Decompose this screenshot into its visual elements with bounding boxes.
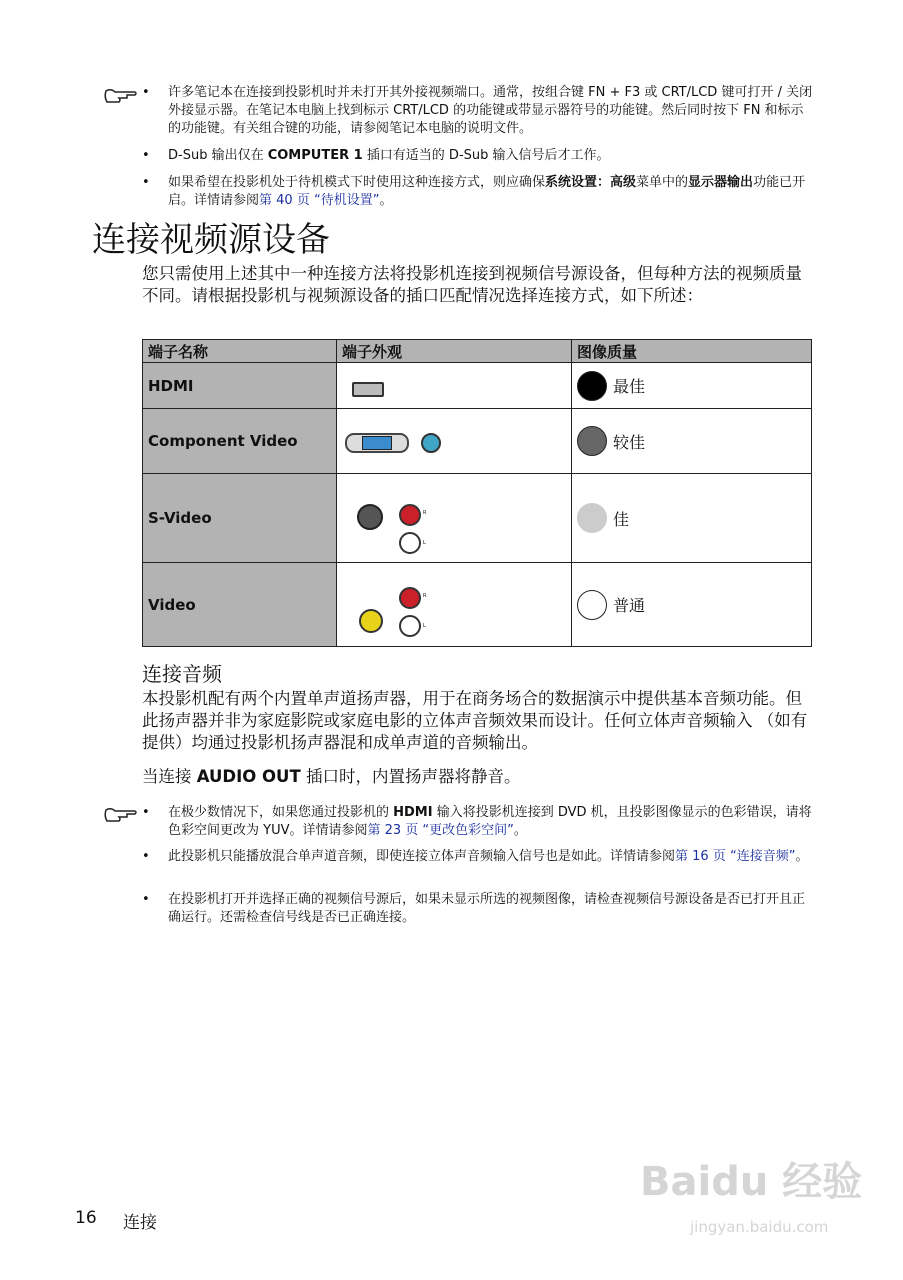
note-6: 在投影机打开并选择正确的视频信号源后，如果未显示所选的视频图像，请检查视频信号源设备是否已打开且正确运行。还需检查信号线是否已正确连接。 <box>168 892 806 925</box>
audio-paragraph: 本投影机配有两个内置单声道扬声器，用于在商务场合的数据演示中提供基本音频功能。但此扬声器并非为家庭影院或家庭电影的立体声音频效果而设计。任何立体声音频输入 （如有提供）均通过投影机扬声器混和成单声道的音频输出。 <box>142 689 808 752</box>
header-appearance: 端子外观 <box>337 340 572 363</box>
header-quality: 图像质量 <box>572 340 812 363</box>
audio-out-paragraph: 当连接 AUDIO OUT 插口时，内置扬声器将静音。 <box>142 767 521 786</box>
table-row: Video R L 普通 <box>143 563 812 647</box>
link-color-space[interactable]: 第 23 页 “更改色彩空间” <box>367 823 514 838</box>
note-5: 此投影机只能播放混合单声道音频，即使连接立体声音频输入信号也是如此。详情请参阅第 16 页 “连接音频”。 <box>168 849 809 864</box>
baidu-watermark-logo: Baidu 经验 <box>640 1159 863 1205</box>
quality-dot <box>577 426 607 456</box>
page-number: 16 <box>75 1208 97 1228</box>
svideo-port-icon <box>357 504 383 530</box>
quality-dot <box>577 590 607 620</box>
hdmi-port-icon <box>337 363 572 409</box>
rca-red-icon <box>399 504 421 526</box>
table-row: Component Video 较佳 <box>143 409 812 474</box>
manual-page: • 许多笔记本在连接到投影机时并未打开其外接视频端口。通常，按组合键 FN + F3 或 CRT/LCD 键可打开 / 关闭外接显示器。在笔记本电脑上找到标示 CRT/LCD 的功能键或带显示器符号的功能键。然后同时按下 FN 和标示的功能键。有关组合键的功能，请参阅笔记本电脑的说明文件。 • D-Sub 输出仅在 COMPUTER 1 插口有适当的 D-Sub 输入信号后才工作。 • 如果希望在投影机处于待机模式下时使用这种连接方式，则应确保系统设置：高级菜单中的显示器输出功能已开启。详情请参阅第 40 页 “待机设置”。 连接视频源设备 您只需使用上述其中一种连接方法将投影机连接到视频信号源设备，但每种方法的视频质量不同。请根据投影机与视频源设备的插口匹配情况选择连接方式，如下所述： 端子名称 端子外观 图像质量 HDMI 最佳 Component Video 较佳 S-Video R L 佳 Video R L 普通 连接音频 本投影机配有两个内置单声道扬声器，用于在商务场合的数据演示中提供基本音频功能。但此扬声器并非为家庭影院或家庭电影的立体声音频效果而设计。任何立体声音频输入 （如有提供）均通过投影机扬声器混和成单声道的音频输出。 当连接 AUDIO OUT 插口时，内置扬声器将静音。 • 在极少数情况下，如果您通过投影机的 HDMI 输入将投影机连接到 DVD 机，且投影图像显示的色彩错误，请将色彩空间更改为 YUV。详情请参阅第 23 页 “更改色彩空间”。 • 此投影机只能播放混合单声道音频，即使连接立体声音频输入信号也是如此。详情请参阅第 16 页 “连接音频”。 • 在投影机打开并选择正确的视频信号源后，如果未显示所选的视频图像，请检查视频信号源设备是否已打开且正确运行。还需检查信号线是否已正确连接。 16 连接 Baidu 经验 jingyan.baidu.com <box>0 0 903 1280</box>
rca-white-icon <box>399 615 421 637</box>
link-standby-settings[interactable]: 第 40 页 “待机设置” <box>259 193 380 208</box>
note-4: 在极少数情况下，如果您通过投影机的 HDMI 输入将投影机连接到 DVD 机，且投影图像显示的色彩错误，请将色彩空间更改为 YUV。详情请参阅第 23 页 “更改色彩空间”。 <box>168 805 812 838</box>
note-1: 许多笔记本在连接到投影机时并未打开其外接视频端口。通常，按组合键 FN + F3 或 CRT/LCD 键可打开 / 关闭外接显示器。在笔记本电脑上找到标示 CRT/LCD 的功能键或带显示器符号的功能键。然后同时按下 FN 和标示的功能键。有关组合键的功能，请参阅笔记本电脑的说明文件。 <box>168 85 813 136</box>
note-2: D-Sub 输出仅在 COMPUTER 1 插口有适当的 D-Sub 输入信号后才工作。 <box>168 148 610 163</box>
audio-heading: 连接音频 <box>142 662 222 686</box>
rca-red-icon <box>399 587 421 609</box>
rca-white-icon <box>399 532 421 554</box>
page-title: 连接视频源设备 <box>92 220 330 260</box>
rca-yellow-icon <box>359 609 383 633</box>
connector-table <box>142 339 812 647</box>
link-connect-audio[interactable]: 第 16 页 “连接音频” <box>675 849 796 864</box>
pointing-hand-icon <box>103 806 137 824</box>
table-row: S-Video R L 佳 <box>143 474 812 563</box>
pointing-hand-icon <box>103 87 137 105</box>
header-name: 端子名称 <box>143 340 337 363</box>
intro-paragraph: 您只需使用上述其中一种连接方法将投影机连接到视频信号源设备，但每种方法的视频质量不同。请根据投影机与视频源设备的插口匹配情况选择连接方式，如下所述： <box>142 264 802 305</box>
watermark-url: jingyan.baidu.com <box>690 1218 829 1236</box>
rca-blue-icon <box>421 433 441 453</box>
note-3: 如果希望在投影机处于待机模式下时使用这种连接方式，则应确保系统设置：高级菜单中的显示器输出功能已开启。详情请参阅第 40 页 “待机设置”。 <box>168 175 806 208</box>
vga-port-icon <box>345 433 409 453</box>
footer-section: 连接 <box>123 1213 157 1233</box>
quality-dot <box>577 371 607 401</box>
quality-dot <box>577 503 607 533</box>
table-row: HDMI 最佳 <box>143 363 812 409</box>
